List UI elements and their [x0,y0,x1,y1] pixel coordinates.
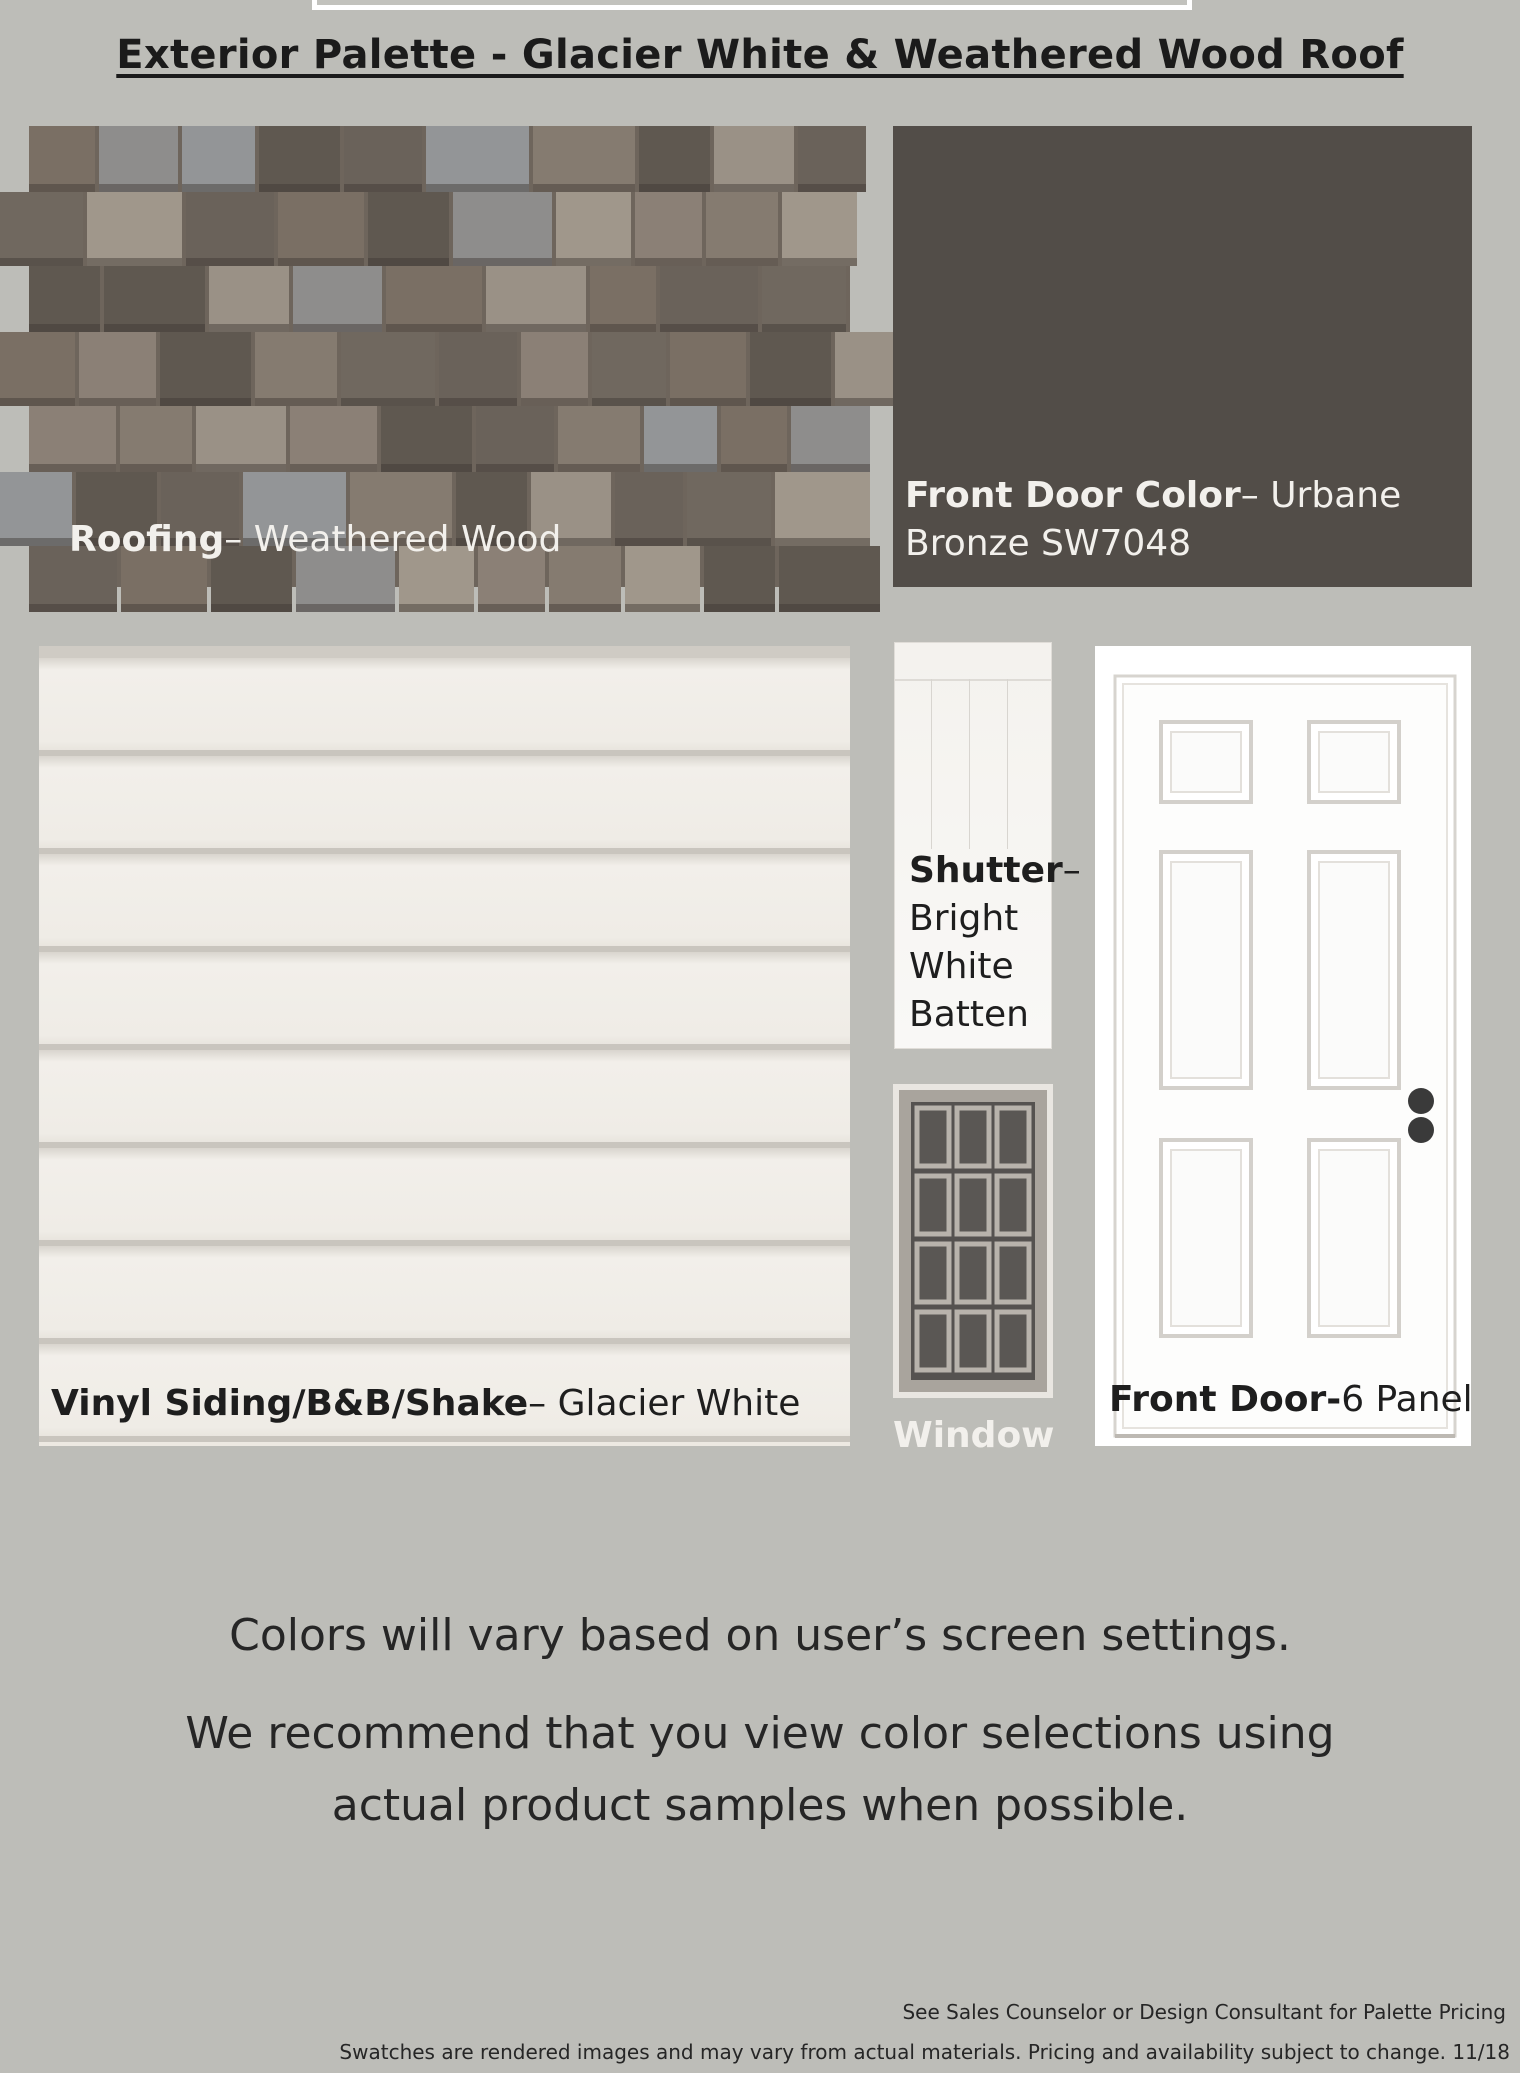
front-door-label-rest: 6 Panel [1341,1379,1473,1420]
front-door-color-label-line2: Bronze SW7048 [905,523,1192,564]
shutter-label-line: White [909,946,1014,987]
shutter-label-rest: – [1062,850,1081,891]
siding-label [51,1380,800,1428]
front-door-label [1109,1376,1473,1424]
page-margin [1520,0,1540,2073]
shutter-label-line: Bright [909,898,1019,939]
shutter-batten-line [969,679,970,849]
footer-pricing-note: See Sales Counselor or Design Consultant for Palette Pricing [902,2000,1506,2024]
roofing-label-rest: – Weathered Wood [224,519,562,560]
shutter-rail [895,679,1051,681]
front-door-color-swatch [893,126,1472,587]
siding-label-rest: – Glacier White [528,1383,801,1424]
six-panel-door-icon [1095,646,1471,1446]
window-label: Window [893,1415,1055,1456]
page-title: Exterior Palette - Glacier White & Weathered Wood Roof [116,32,1404,78]
shutter-label-line: Batten [909,994,1029,1035]
vinyl-siding-swatch [39,646,850,1446]
window-swatch [893,1084,1053,1398]
note-line-2: We recommend that you view color selections using [185,1708,1335,1759]
shutter-label-bold: Shutter [909,850,1063,891]
siding-lap-icon [39,646,850,1446]
roofing-label-bold: Roofing [69,519,225,560]
front-door-color-label-rest: – Urbane [1240,475,1402,516]
note-line-3: actual product samples when possible. [331,1780,1189,1831]
front-door-label-bold: Front Door- [1109,1379,1342,1420]
shutter-batten-line [931,679,932,849]
shutter-batten-line [1007,679,1008,849]
roofing-label [69,516,561,564]
front-door-color-label-bold: Front Door Color [905,475,1241,516]
grid-window-icon [899,1090,1047,1392]
siding-label-bold: Vinyl Siding/B&B/Shake [51,1383,529,1424]
front-door-color-label [905,472,1401,520]
top-frame [312,0,1192,10]
shutter-swatch [894,642,1081,1049]
note-line-1: Colors will vary based on user’s screen settings. [229,1610,1291,1661]
front-door-swatch [1095,646,1471,1446]
roofing-swatch [39,126,850,587]
shutter-label [909,847,1081,895]
footer-disclaimer: Swatches are rendered images and may vary from actual materials. Pricing and availability subject to change. 11/18 [339,2040,1510,2064]
